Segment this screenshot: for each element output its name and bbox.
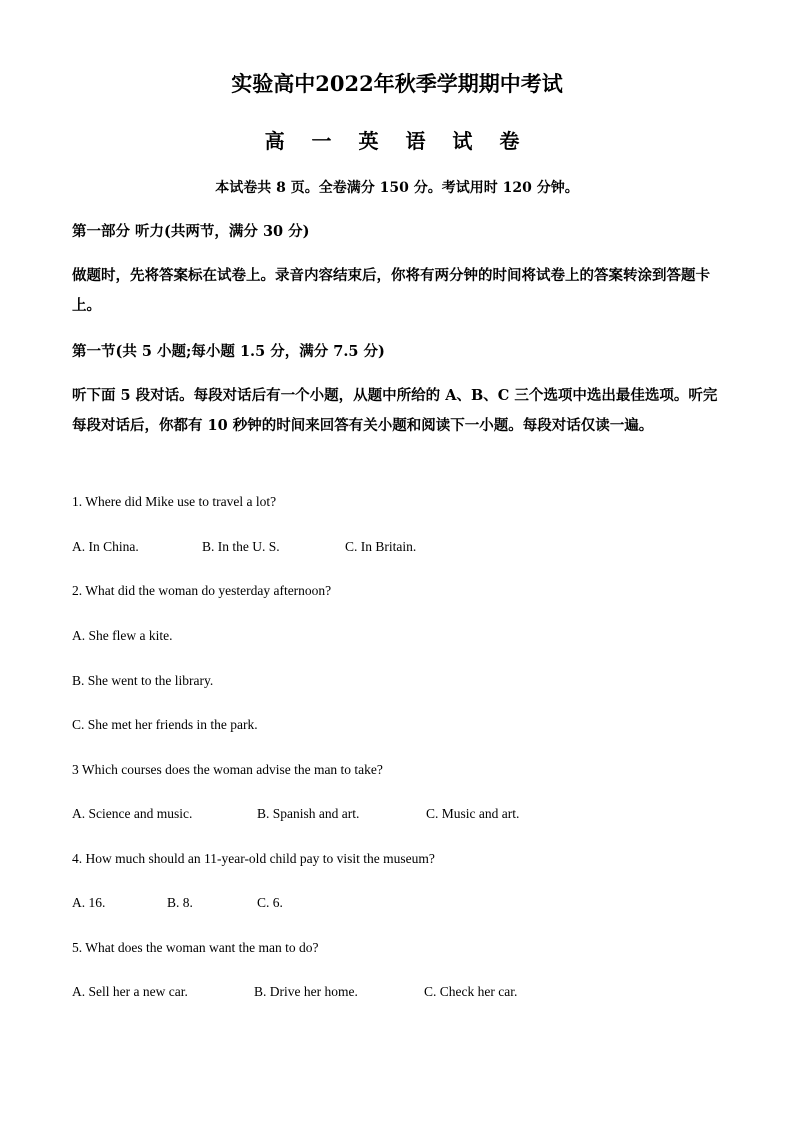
question-5: 5. What does the woman want the man to do? [72,940,319,955]
question-2-option-b[interactable]: B. She went to the library. [72,673,214,688]
question-2: 2. What did the woman do yesterday afternoon? [72,583,332,598]
option-b[interactable]: B. 8. [167,895,193,910]
option-c[interactable]: C. Music and art. [426,806,520,821]
exam-subtitle: 高 一 英 语 试 卷 [264,129,530,153]
option-b[interactable]: B. In the U. S. [202,539,280,554]
section1-heading: 第一节(共 5 小题;每小题 1.5 分，满分 7.5 分) [72,343,385,360]
option-c[interactable]: C. 6. [257,895,283,910]
option-a[interactable]: A. Sell her a new car. [72,984,188,999]
option-c[interactable]: C. In Britain. [345,539,417,554]
option-a[interactable]: A. In China. [72,539,139,554]
section1-instructions: 听下面 5 段对话。每段对话后有一个小题，从题中所给的 A、B、C 三个选项中选出最佳选项。听完每段对话后，你都有 10 秒钟的时间来回答有关小题和阅读下一小题。每段对话仅读一遍。 [72,387,718,434]
exam-title: 实验高中2022年秋季学期期中考试 [231,71,563,96]
option-a[interactable]: A. 16. [72,895,106,910]
question-3: 3 Which courses does the woman advise the man to take? [72,762,383,777]
part1-instructions: 做题时，先将答案标在试卷上。录音内容结束后，你将有两分钟的时间将试卷上的答案转涂到答题卡上。 [72,267,710,314]
option-b[interactable]: B. Spanish and art. [257,806,360,821]
question-1: 1. Where did Mike use to travel a lot? [72,494,277,509]
question-4: 4. How much should an 11-year-old child pay to visit the museum? [72,851,435,866]
question-2-option-a[interactable]: A. She flew a kite. [72,628,173,643]
question-2-option-c[interactable]: C. She met her friends in the park. [72,717,258,732]
option-a[interactable]: A. Science and music. [72,806,193,821]
option-b[interactable]: B. Drive her home. [254,984,358,999]
option-c[interactable]: C. Check her car. [424,984,518,999]
exam-info: 本试卷共 8 页。全卷满分 150 分。考试用时 120 分钟。 [215,180,579,196]
part1-heading: 第一部分 听力(共两节，满分 30 分) [72,223,310,240]
